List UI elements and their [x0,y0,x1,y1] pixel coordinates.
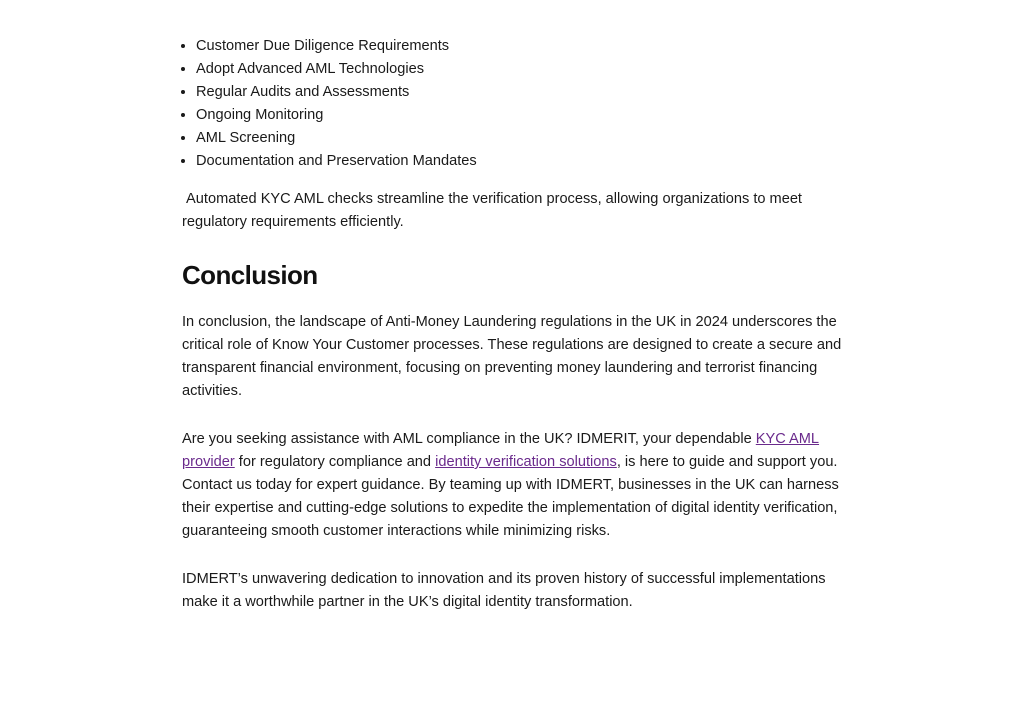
assistance-paragraph [182,428,847,543]
assistance-text-1: Are you seeking assistance with AML compliance in the UK? IDMERIT, your dependable [182,431,756,447]
automated-checks-paragraph: Automated KYC AML checks streamline the verification process, allowing organizations to meet regulatory requirements efficiently. [182,191,802,230]
article-content [182,35,847,614]
assistance-text-3: , is here to guide and support you. Contact us today for expert guidance. By teaming up with IDMERT, businesses in the UK can harness their expertise and cutting-edge solutions to expedite the implementation of digital identity verification, guaranteeing smooth customer interactions while minimizing risks. [182,454,839,539]
conclusion-heading: Conclusion [182,260,318,290]
conclusion-paragraph: In conclusion, the landscape of Anti-Money Laundering regulations in the UK in 2024 underscores the critical role of Know Your Customer processes. These regulations are designed to create a secure and transparent financial environment, focusing on preventing money laundering and terrorist financing activities. [182,314,842,399]
idmert-paragraph: IDMERT’s unwavering dedication to innovation and its proven history of successful implementations make it a worthwhile partner in the UK’s digital identity transformation. [182,571,826,610]
list-item: • Customer Due Diligence Requirements [196,35,847,58]
list-item: • Documentation and Preservation Mandates [196,150,847,173]
assistance-text-2: for regulatory compliance and [234,454,436,470]
list-item: • Ongoing Monitoring [196,104,847,127]
list-item: • Regular Audits and Assessments [196,81,847,104]
identity-verification-link[interactable]: identity verification solutions [435,454,617,470]
requirements-list [182,35,847,173]
list-item: • AML Screening [196,127,847,150]
kyc-aml-provider-link[interactable]: KYC AML provider [182,431,820,470]
list-item: • Adopt Advanced AML Technologies [196,58,847,81]
